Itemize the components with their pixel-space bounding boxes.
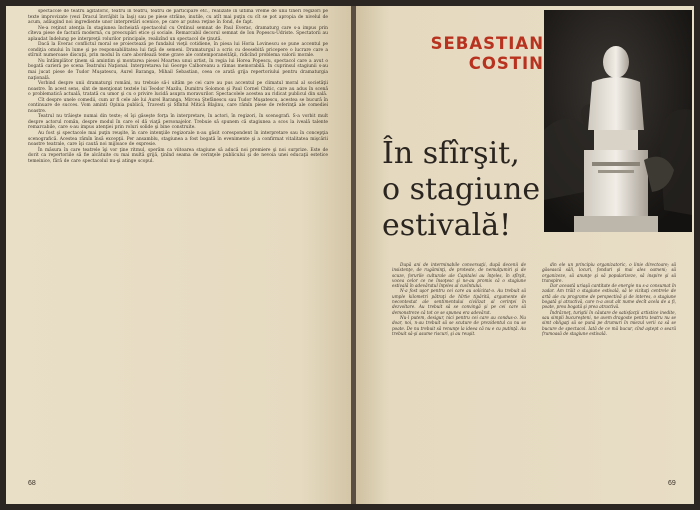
paragraph: Nu-l putem, desigur, nici pentru cei care au condus-o. Nu doar, noi, n-au trebuit să se scuture de prezidentul ca nu se poate. De nu trebuit să renunţe la ideea că nu e cu putinţă. Au trebuit să-şi asume riscuri, şi au reuşit. bbox=[392, 314, 526, 336]
statue-photo-graphic bbox=[544, 10, 692, 232]
paragraph: Dacă la Everac conflictul moral se proiectează pe fundalul vieţii cotidiene, în piesa lui Horia Lovinescu se pune accentul pe condiţia omului în lume şi pe responsabilitatea lui faţă de semeni. Dramaturgul a scris cu deosebită pricepere o lucrare care a stîrnit numeroase discuţii, prin modul în care abordează teme grave ale contemporaneităţii, ridicînd problema valorii morale. bbox=[28, 42, 328, 59]
paragraph: Vorbind despre unii dramaturgi români, nu trebuie să-i uităm pe cei care au pus accentul pe climatul moral al societăţii noastre. În acest sens, sînt de menţionat textele lui Teodor Mazilu, Dumitru Solomon şi Paul Cornel Chitic, care au adus în scenă o problematică actuală, tratată cu umor şi cu o privire lucidă asupra moravurilor. Spectacolele acestea au ridicat publicul din sală. bbox=[28, 81, 328, 98]
paragraph: Nu întâmplător ţinem să amintim şi montarea piesei Moartea unui artist, în regia lui Horea Popescu, spectacol care a avut o bogată carieră pe scena Teatrului Naţional. Interpretarea lui George Calboreanu a rămas memorabilă. În cuprinsul stagiunii s-au mai jucat piese de Tudor Muşatescu, Aurel Baranga, Mihail Sebastian, ceea ce arată grija repertoriului pentru dramaturgia naţională. bbox=[28, 58, 328, 81]
paragraph: Ne-a reţinut atenţia în stagiunea încheiată spectacolul cu Ordinul semnat de Paul Everac, dramaturg care s-a impus prin cîteva piese de factură modernă, cu preocupări etice şi sociale. Remarcabil decorul semnat de Ion Popescu-Udriste. Spectatorii au aplaudat îndelung pe interpreţii rolurilor principale, realizînd un spectacol de ţinută. bbox=[28, 25, 328, 42]
paragraph: N-a fost uşor pentru cei care au solicitat-o. Au trebuit să umple kilometri pătraţi de hîrtie tipărită, argumente de necontestat ale sentimentului civilizat al cerinţei în dezvoltare. Au trebuit să se convingă şi pe cei care să demonstreze că tot ce se spunea era adevărat. bbox=[392, 288, 526, 315]
paragraph: Teatrul nu trăieşte numai din texte; el îşi găseşte forţa în interpretare, în actori, în regizori, în scenografi. S-a vorbit mult despre actorul român, despre modul în care el dă viaţă personajelor. Trebuie să spunem că stagiunea a scos la iveală talente remarcabile, care s-au impus atenţiei prin roluri solide şi bine construite. bbox=[28, 114, 328, 131]
right-page bbox=[356, 6, 694, 504]
left-page bbox=[6, 6, 352, 504]
page-number-left: 68 bbox=[28, 480, 36, 487]
right-column-2 bbox=[542, 262, 676, 476]
title-line: În sfîrşit, bbox=[382, 136, 520, 171]
book-spread bbox=[6, 6, 694, 504]
paragraph: din ele un principiu organizatoric, o linie directoare; să găsească săli, locuri, fonduri şi mai ales oameni; să organizeze, să anunţe şi să popularizeze, să inspire şi să transpire. bbox=[542, 262, 676, 283]
left-article-text bbox=[28, 9, 328, 437]
author-first-name: SEBASTIAN bbox=[430, 34, 544, 53]
page-number-right: 69 bbox=[668, 480, 676, 487]
paragraph: Dar această uriaşă cantitate de energie nu s-a consumat în zadar. Am trăit o stagiune estivală, să le vizitaţi centrele de artă ale cu programe de perspectivă şi de interes, o stagiune bogată şi atractivă, care n-a avut alt nume decît acela de a fi, poate, prea bogată şi prea atractivă. bbox=[542, 283, 676, 310]
statue-photo bbox=[544, 10, 692, 232]
paragraph: În măsura în care teatrele îşi vor ţine ritmul, sperăm ca viitoarea stagiune să aducă noi premiere şi noi surprize. Este de dorit ca repertoriile să fie alcătuite cu mai multă grijă, ţinînd seama de cerinţele publicului şi de nevoia unei educaţii estetice temeinice, fără de care spectacolul nu-şi atinge scopul. bbox=[28, 147, 328, 164]
right-column-1 bbox=[392, 262, 526, 476]
author-name bbox=[376, 34, 544, 84]
paragraph: spectacole de teatru agitatoric, teatru în teatru, teatru de participare etc., realizate în ultima vreme de unii tineri regizori pe texte improvizate (vezi Dracul învrăjbit la Iaşi) sau pe piese străine, inutile, cu atît mai puţin cu cît se pot apropia de nivelul de acum, adăugind noi ingrediente unor interpretări scenice, pe care ar putea reţine în fond, de fapt. bbox=[28, 9, 328, 26]
paragraph: Au fost şi spectacole mai puţin reuşite, în care intenţiile regizorale n-au găsit corespondent în interpretare sau în concepţia scenografică. Acestea rămîn însă excepţii. Per ansamblu, stagiunea a fost bogată în evenimente şi a confirmat vitalitatea mişcării noastre teatrale, care îşi caută noi mijloace de expresie. bbox=[28, 131, 328, 148]
article-title bbox=[382, 136, 562, 244]
paragraph: Cît despre unele comedii, cum ar fi cele ale lui Aurel Baranga, Mircea Ştefănescu sau Tudor Muşatescu, acestea se bucură în continuare de succes. Vom aminti Opinia publică, Travesti şi Sfîntul Mitică Blajinu, care rămîn piese de referinţă ale comediei noastre. bbox=[28, 97, 328, 114]
title-line: estivală! bbox=[382, 208, 512, 243]
paragraph: Îndrăzneţ, turiştii în căutare de satisfacţii artistice inedite, sau simpli bucureşteni, ne avem dragoste pentru teatru nu se simt obligaţi să se pună pe drumuri în miezul verii ca să se bucure de spectacol. Iată de ce mă bucur, cînd aştept o seară frumoasă de stagiune estivală. bbox=[542, 309, 676, 336]
author-last-name: COSTIN bbox=[468, 54, 544, 73]
paragraph: După ani de interminabile conversaţii, după decenii de insistenţe, de rugăminţi, de proteste, de nemulţumiri şi de scuze, forurile culturale ale Capitalei au înţeles, în sfîrşit, vocea celor ce ne însoţesc şi ne-au promis că o stagiune estivală în adevăratul înţeles al cuvîntului. bbox=[392, 262, 526, 289]
title-line: o stagiune bbox=[382, 172, 541, 207]
